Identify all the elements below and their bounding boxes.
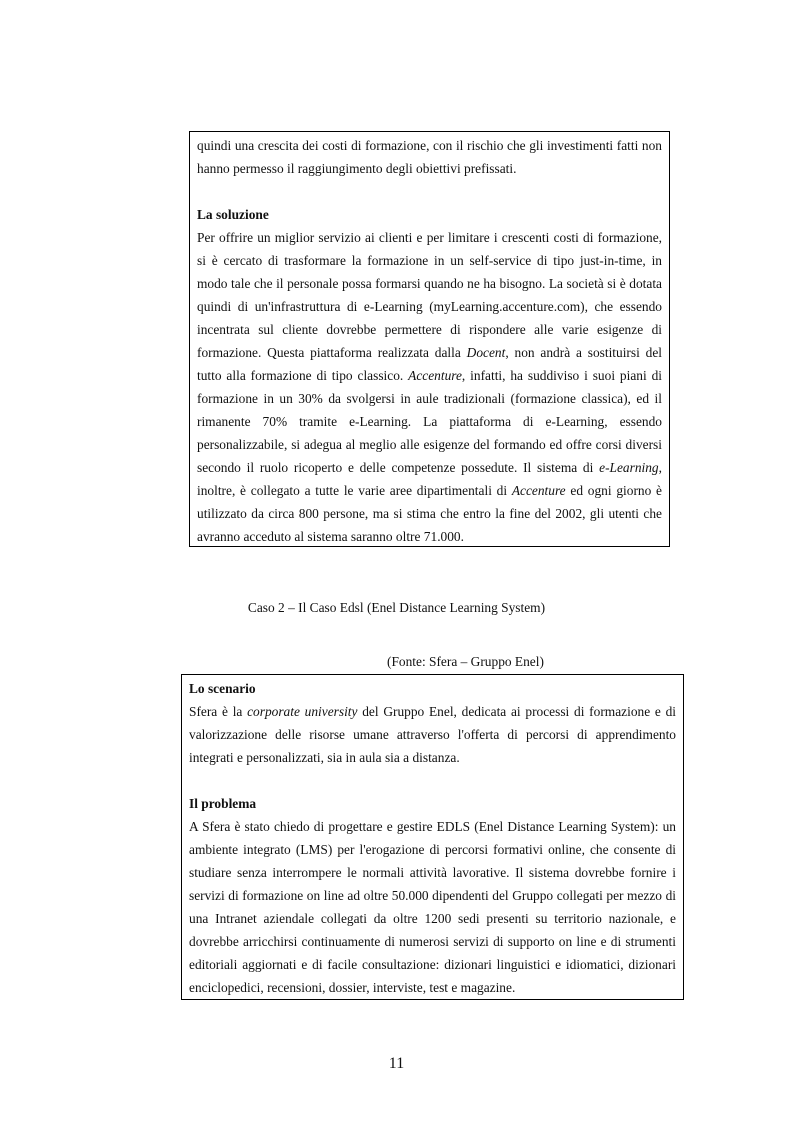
case-1-text-box [189,131,670,547]
intro-paragraph: quindi una crescita dei costi di formazione, con il rischio che gli investimenti fatti non hanno permesso il raggiungimento degli obiettivi prefissati. [197,138,662,176]
case-2-text-box [181,674,684,1000]
solution-paragraph: Per offrire un miglior servizio ai clienti e per limitare i crescenti costi di formazione, si è cercato di trasformare la formazione in un self-service di tipo just-in-time, in modo tale che il personale possa formarsi quando ne ha bisogno. La società si è dotata quindi di un'infrastruttura di e-Learning (myLearning.accenture.com), che essendo incentrata sul cliente dovrebbe permettere di rispondere alle varie esigenze di formazione. Questa piattaforma realizzata dalla Docent, non andrà a sostituirsi del tutto alla formazione di tipo classico. Accenture, infatti, ha suddiviso i suoi piani di formazione in un 30% da svolgersi in aule tradizionali (formazione classica), ed il rimanente 70% tramite e-Learning. La piattaforma di e-Learning, essendo personalizzabile, si adegua al meglio alle esigenze del formando ed offre corsi diversi secondo il ruolo ricoperto e delle competenze possedute. Il sistema di e-Learning, inoltre, è collegato a tutte le varie aree dipartimentali di Accenture ed ogni giorno è utilizzato da circa 800 persone, ma si stima che entro la fine del 2002, gli utenti che avranno acceduto al sistema saranno oltre 71.000. [197,230,663,544]
case-2-source: (Fonte: Sfera – Gruppo Enel) [387,654,544,669]
scenario-paragraph: Sfera è la corporate university del Gruppo Enel, dedicata ai processi di formazione e di valorizzazione delle risorse umane attraverso l'offerta di percorsi di apprendimento integrati e personalizzati, sia in aula sia a distanza. [189,704,677,765]
problem-heading: Il problema [189,796,257,811]
page-number: 11 [388,1055,405,1072]
solution-heading: La soluzione [197,207,269,222]
case-2-caption: Caso 2 – Il Caso Edsl (Enel Distance Learning System) [247,600,546,615]
scenario-heading: Lo scenario [189,681,256,696]
problem-paragraph: A Sfera è stato chiedo di progettare e gestire EDLS (Enel Distance Learning System): un ambiente integrato (LMS) per l'erogazione di percorsi formativi online, che consente di studiare senza interrompere le normali attività lavorative. Il sistema dovrebbe fornire i servizi di formazione on line ad oltre 50.000 dipendenti del Gruppo collegati per mezzo di una Intranet aziendale collegati da oltre 1200 sedi presenti su territorio nazionale, e dovrebbe arricchirsi continuamente di numerosi servizi di supporto on line e di strumenti editoriali aggiornati e di facile consultazione: dizionari linguistici e idiomatici, dizionari enciclopedici, recensioni, dossier, interviste, test e magazine. [189,819,676,995]
